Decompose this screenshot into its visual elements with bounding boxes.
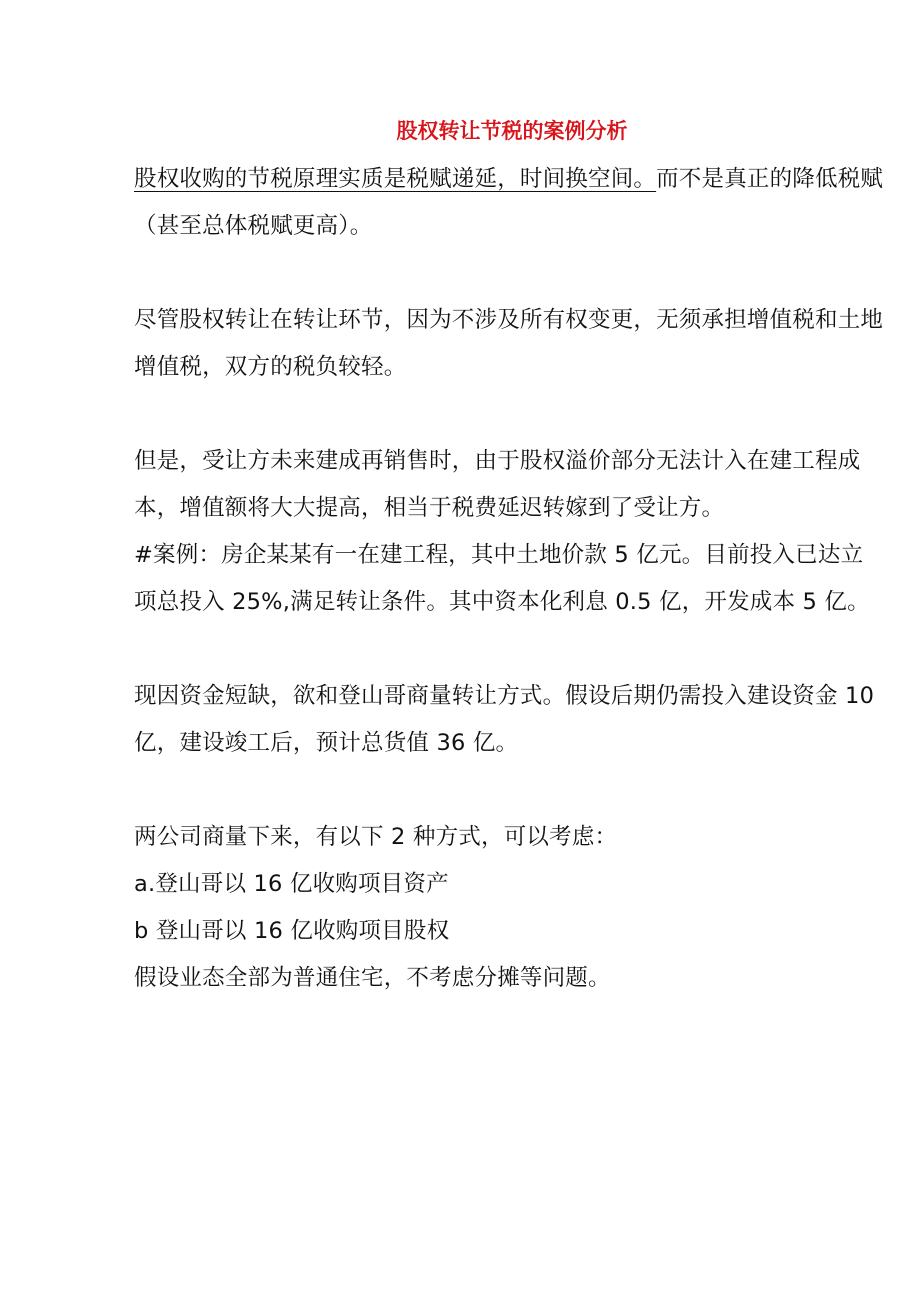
paragraph-assumption: 假设业态全部为普通住宅，不考虑分摊等问题。 xyxy=(134,965,611,991)
option-b: b 登山哥以 16 亿收购项目股权 xyxy=(134,918,450,944)
paragraph-case: #案例：房企某某有一在建工程，其中土地价款 5 亿元。目前投入已达立项总投入 25%,满足转让条件。其中资本化利息 0.5 亿，开发成本 5 亿。 xyxy=(134,542,870,615)
paragraph-spacer xyxy=(134,626,884,673)
paragraph-principle xyxy=(134,156,884,250)
paragraph-transfer: 尽管股权转让在转让环节，因为不涉及所有权变更，无须承担增值税和土地增值税，双方的税负较轻。 xyxy=(134,307,884,380)
paragraph-funding: 现因资金短缺，欲和登山哥商量转让方式。假设后期仍需投入建设资金 10 亿，建设竣工后，预计总货值 36 亿。 xyxy=(134,683,882,756)
paragraph-spacer xyxy=(134,391,884,438)
document-body xyxy=(134,156,884,1002)
paragraph-spacer xyxy=(134,767,884,814)
option-a: a.登山哥以 16 亿收购项目资产 xyxy=(134,871,449,897)
statement-continuation: 而不是真正的降低税赋（甚至总体税赋更高）。 xyxy=(134,166,884,239)
paragraph-spacer xyxy=(134,250,884,297)
paragraph-however: 但是，受让方未来建成再销售时，由于股权溢价部分无法计入在建工程成本，增值额将大大提高，相当于税费延迟转嫁到了受让方。 xyxy=(134,448,861,521)
underlined-statement: 股权收购的节税原理实质是税赋递延，时间换空间。 xyxy=(134,166,657,192)
paragraph-options-intro: 两公司商量下来，有以下 2 种方式，可以考虑： xyxy=(134,824,618,850)
document-title: 股权转让节税的案例分析 xyxy=(396,119,628,143)
